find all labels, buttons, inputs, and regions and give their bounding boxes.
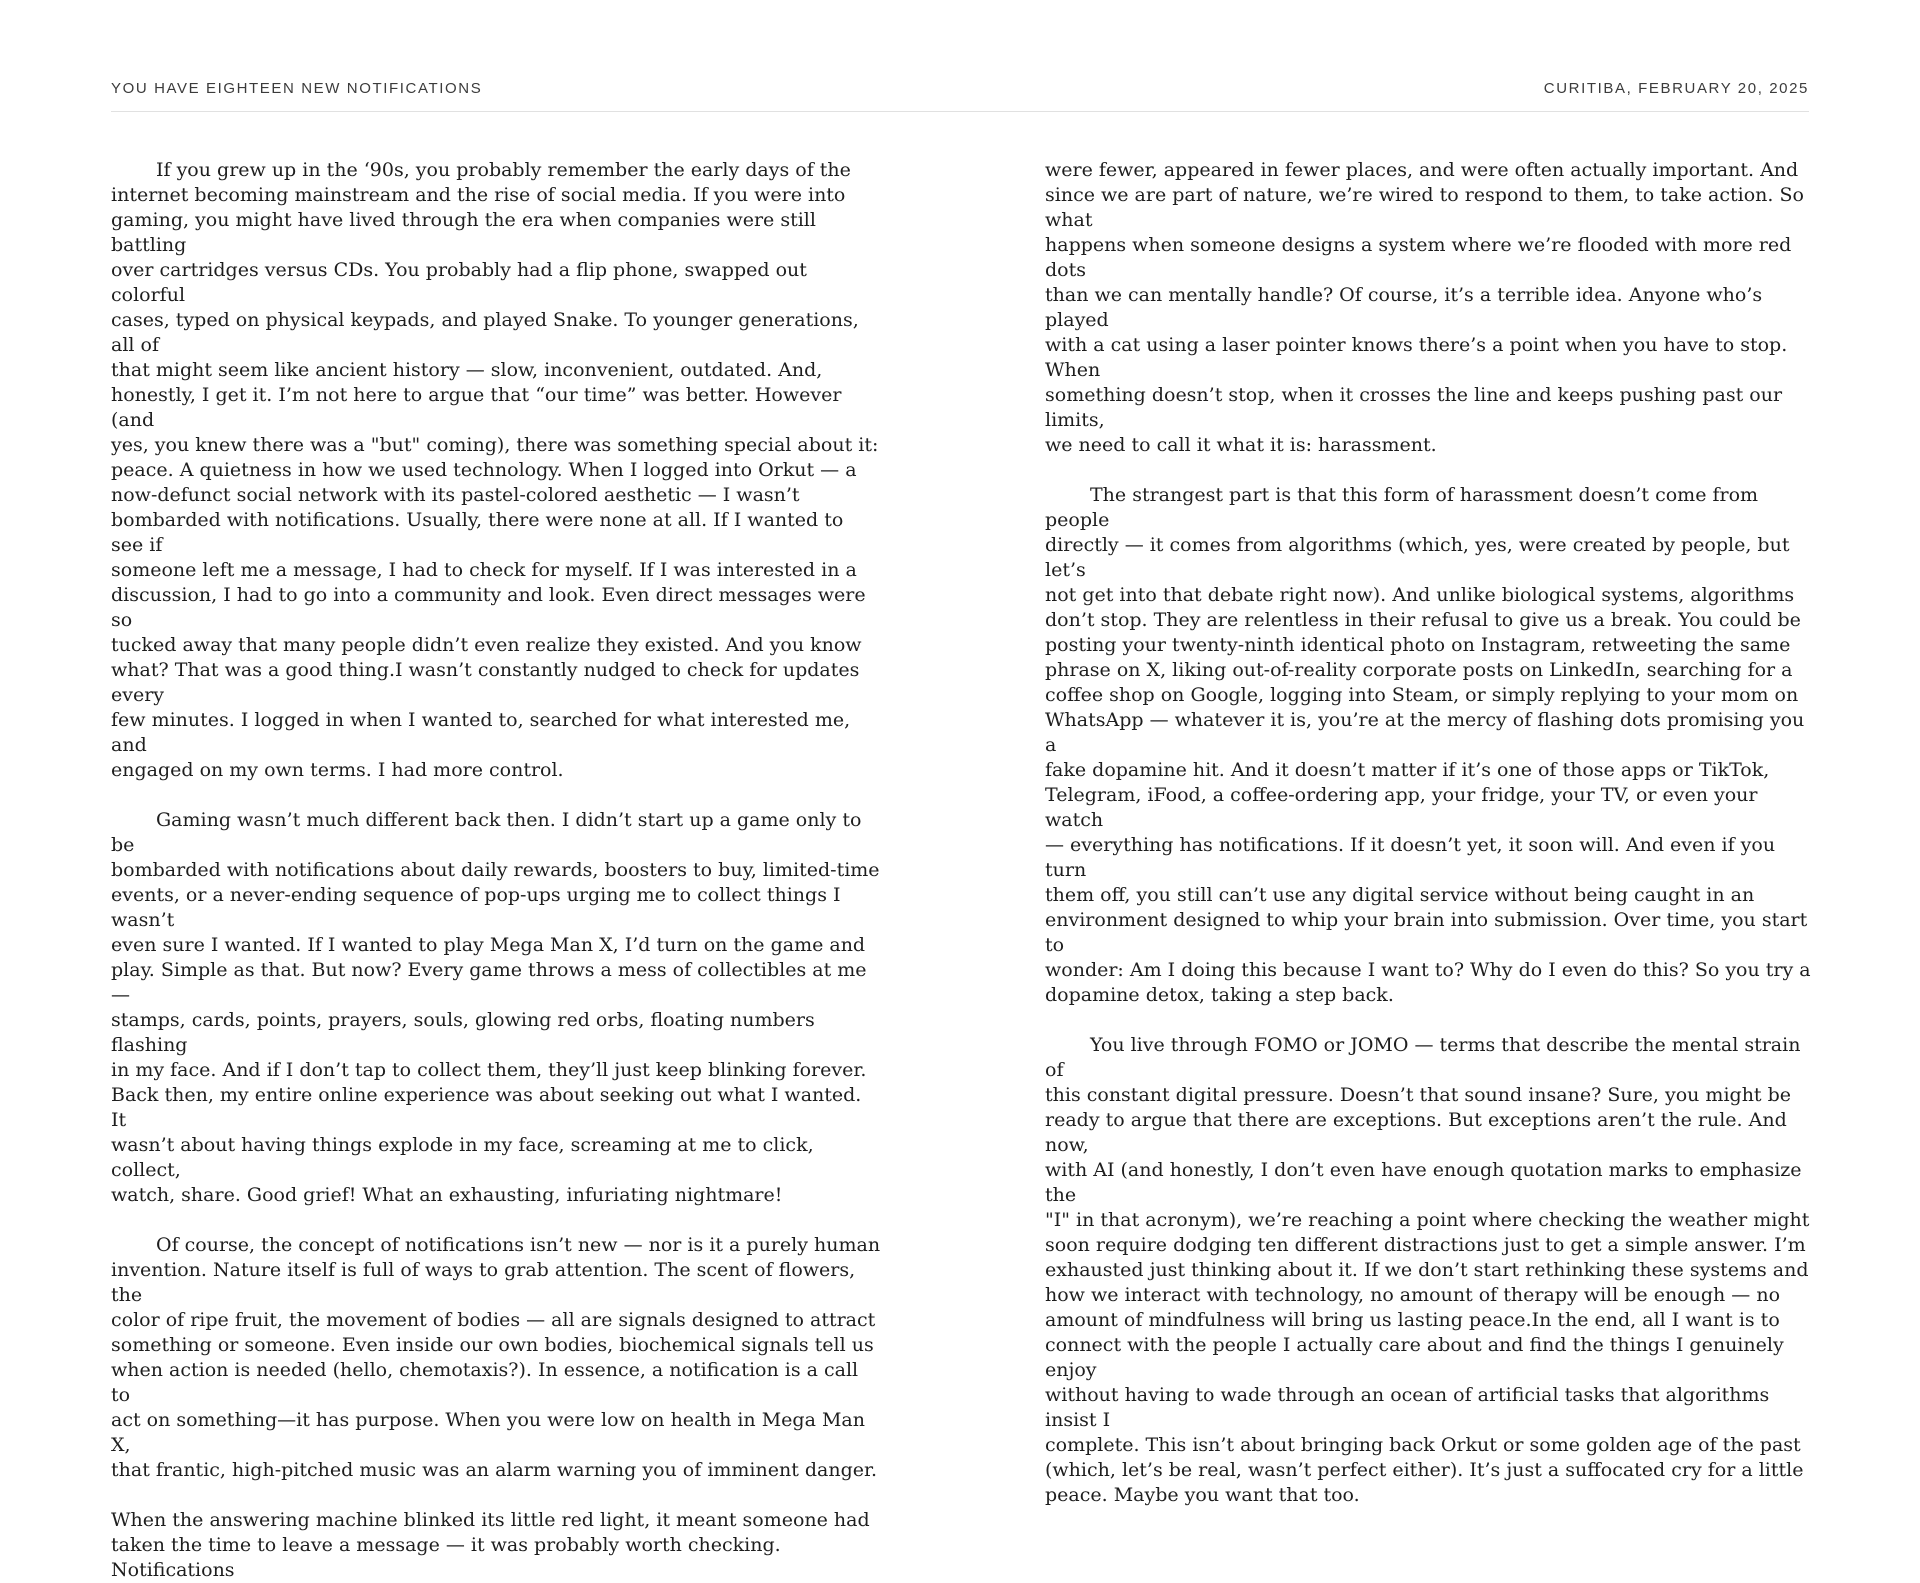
header-dateline: CURITIBA, FEBRUARY 20, 2025: [1543, 80, 1809, 97]
paragraph: Of course, the concept of notifications isn’t new — nor is it a purely human invention. Nature itself is full of ways to grab attention. The scent of flowers, the color of ripe fruit, the movement of bodies — all are signals designed to attract something or someone. Even inside our own bodies, biochemical signals tell us when action is needed (hello, chemotaxis?). In essence, a notification is a call to act on something—it has purpose. When you were low on health in Mega Man X, that frantic, high-pitched music was an alarm warning you of imminent danger.: [111, 1234, 881, 1481]
paragraph: The strangest part is that this form of harassment doesn’t come from people directly — it comes from algorithms (which, yes, were created by people, but let’s not get into that debate right now). And unlike biological systems, algorithms don’t stop. They are relentless in their refusal to give us a break. You could be posting your twenty-ninth identical photo on Instagram, retweeting the same phrase on X, liking out-of-reality corporate posts on LinkedIn, searching for a coffee shop on Google, logging into Steam, or simply replying to your mom on WhatsApp — whatever it is, you’re at the mercy of flashing dots promising you a fake dopamine hit. And it doesn’t matter if it’s one of those apps or TikTok, Telegram, iFood, a coffee-ordering app, your fridge, your TV, or even your watch — everything has notifications. If it doesn’t yet, it soon will. And even if you turn them off, you still can’t use any digital service without being caught in an environment designed to whip your brain into submission. Over time, you start to wonder: Am I doing this because I want to? Why do I even do this? So you try a dopamine detox, taking a step back.: [1045, 484, 1811, 1006]
article-column-left: [111, 158, 881, 1583]
paragraph: When the answering machine blinked its little red light, it meant someone had taken the time to leave a message — it was probably worth checking. Notifications: [111, 1509, 870, 1581]
page-header: [111, 76, 1809, 112]
paragraph: were fewer, appeared in fewer places, and were often actually important. And since we are part of nature, we’re wired to respond to them, to take action. So what happens when someone designs a system where we’re flooded with more red dots than we can mentally handle? Of course, it’s a terrible idea. Anyone who’s played with a cat using a laser pointer knows there’s a point when you have to stop. When something doesn’t stop, when it crosses the line and keeps pushing past our limits, we need to call it what it is: harassment.: [1045, 159, 1804, 456]
paragraph: You live through FOMO or JOMO — terms that describe the mental strain of this constant digital pressure. Doesn’t that sound insane? Sure, you might be ready to argue that there are exceptions. But exceptions aren’t the rule. And now, with AI (and honestly, I don’t even have enough quotation marks to emphasize the "I" in that acronym), we’re reaching a point where checking the weather might soon require dodging ten different distractions just to get a simple answer. I’m exhausted just thinking about it. If we don’t start rethinking these systems and how we interact with technology, no amount of therapy will be enough — no amount of mindfulness will bring us lasting peace.In the end, all I want is to connect with the people I actually care about and find the things I genuinely enjoy without having to wade through an ocean of artificial tasks that algorithms insist I complete. This isn’t about bringing back Orkut or some golden age of the past (which, let’s be real, wasn’t perfect either). It’s just a suffocated cry for a little peace. Maybe you want that too.: [1045, 1034, 1810, 1506]
header-notifications-title: YOU HAVE EIGHTEEN NEW NOTIFICATIONS: [111, 80, 483, 97]
paragraph: Gaming wasn’t much different back then. I didn’t start up a game only to be bombarded with notifications about daily rewards, boosters to buy, limited-time events, or a never-ending sequence of pop-ups urging me to collect things I wasn’t even sure I wanted. If I wanted to play Mega Man X, I’d turn on the game and play. Simple as that. But now? Every game throws a mess of collectibles at me — stamps, cards, points, prayers, souls, glowing red orbs, floating numbers flashing in my face. And if I don’t tap to collect them, they’ll just keep blinking forever. Back then, my entire online experience was about seeking out what I wanted. It wasn’t about having things explode in my face, screaming at me to click, collect, watch, share. Good grief! What an exhausting, infuriating nightmare!: [111, 809, 880, 1206]
paragraph: If you grew up in the ‘90s, you probably remember the early days of the internet becoming mainstream and the rise of social media. If you were into gaming, you might have lived through the era when companies were still battling over cartridges versus CDs. You probably had a flip phone, swapped out colorful cases, typed on physical keypads, and played Snake. To younger generations, all of that might seem like ancient history — slow, inconvenient, outdated. And, honestly, I get it. I’m not here to argue that “our time” was better. However (and yes, you knew there was a "but" coming), there was something special about it: peace. A quietness in how we used technology. When I logged into Orkut — a now-defunct social network with its pastel-colored aesthetic — I wasn’t bombarded with notifications. Usually, there were none at all. If I wanted to see if someone left me a message, I had to check for myself. If I was interested in a discussion, I had to go into a community and look. Even direct messages were so tucked away that many people didn’t even realize they existed. And you know what? That was a good thing.I wasn’t constantly nudged to check for updates every few minutes. I logged in when I wanted to, searched for what interested me, and engaged on my own terms. I had more control.: [111, 159, 879, 781]
article-column-right: [1045, 158, 1815, 1508]
